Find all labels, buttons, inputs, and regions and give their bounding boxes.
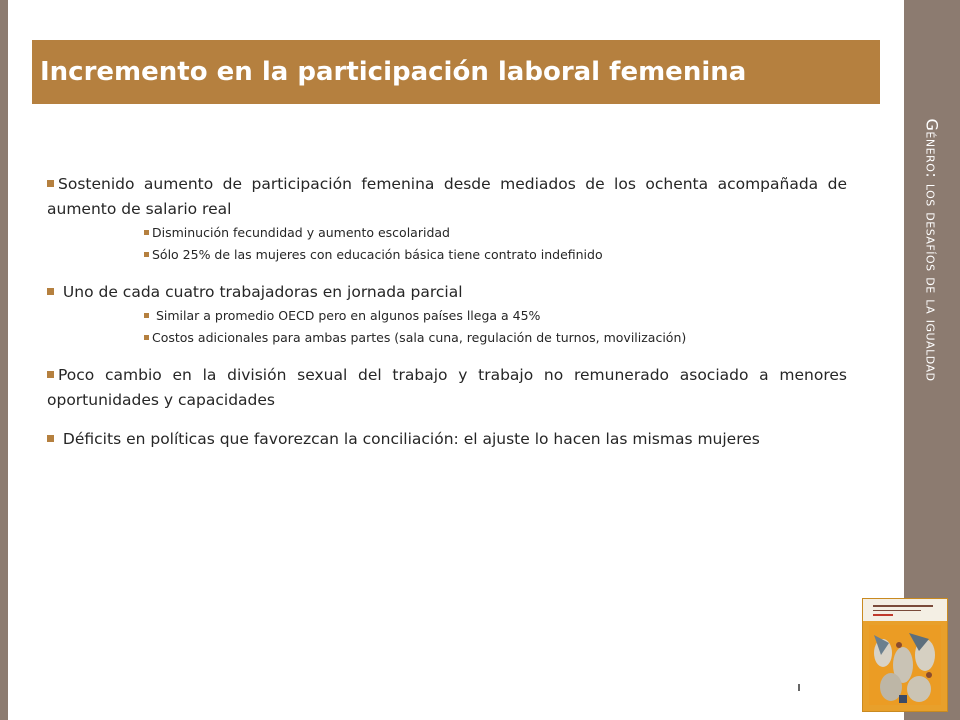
bullet-marker-icon (47, 371, 54, 378)
sub-bullet-2-1: Similar a promedio OECD pero en algunos países llega a 45% (144, 305, 847, 327)
bullet-3-text: Poco cambio en la división sexual del trabajo y trabajo no remunerado asociado a menores oportunidades y capacidades (47, 366, 847, 409)
sub-bullet-1-2: Sólo 25% de las mujeres con educación básica tiene contrato indefinido (144, 244, 847, 266)
content-body (47, 172, 847, 452)
bullet-marker-icon (144, 230, 149, 235)
bullet-marker-icon (144, 335, 149, 340)
bullet-3 (47, 363, 847, 413)
bullet-2-text: Uno de cada cuatro trabajadoras en jornada parcial (58, 283, 463, 301)
sub-bullet-2-2: Costos adicionales para ambas partes (sala cuna, regulación de turnos, movilización) (144, 327, 847, 349)
report-cover-image (862, 598, 948, 712)
cover-illustration-icon (869, 625, 941, 705)
bullet-marker-icon (47, 180, 54, 187)
bullet-2 (47, 280, 847, 305)
side-title: Género: los desafíos de la igualdad (922, 118, 942, 382)
slide-title: Incremento en la participación laboral femenina (40, 57, 747, 87)
bullet-1 (47, 172, 847, 222)
bullet-4 (47, 427, 847, 452)
bullet-marker-icon (47, 435, 54, 442)
decorative-mark (798, 684, 800, 691)
bullet-1-text: Sostenido aumento de participación femenina desde mediados de los ochenta acompañada de aumento de salario real (47, 175, 847, 218)
bullet-4-text: Déficits en políticas que favorezcan la conciliación: el ajuste lo hacen las mismas mujeres (58, 430, 760, 448)
bullet-marker-icon (144, 313, 149, 318)
bullet-marker-icon (144, 252, 149, 257)
title-bar (32, 40, 880, 104)
sub-bullet-1-1: Disminución fecundidad y aumento escolaridad (144, 222, 847, 244)
left-accent-bar (0, 0, 8, 720)
bullet-marker-icon (47, 288, 54, 295)
